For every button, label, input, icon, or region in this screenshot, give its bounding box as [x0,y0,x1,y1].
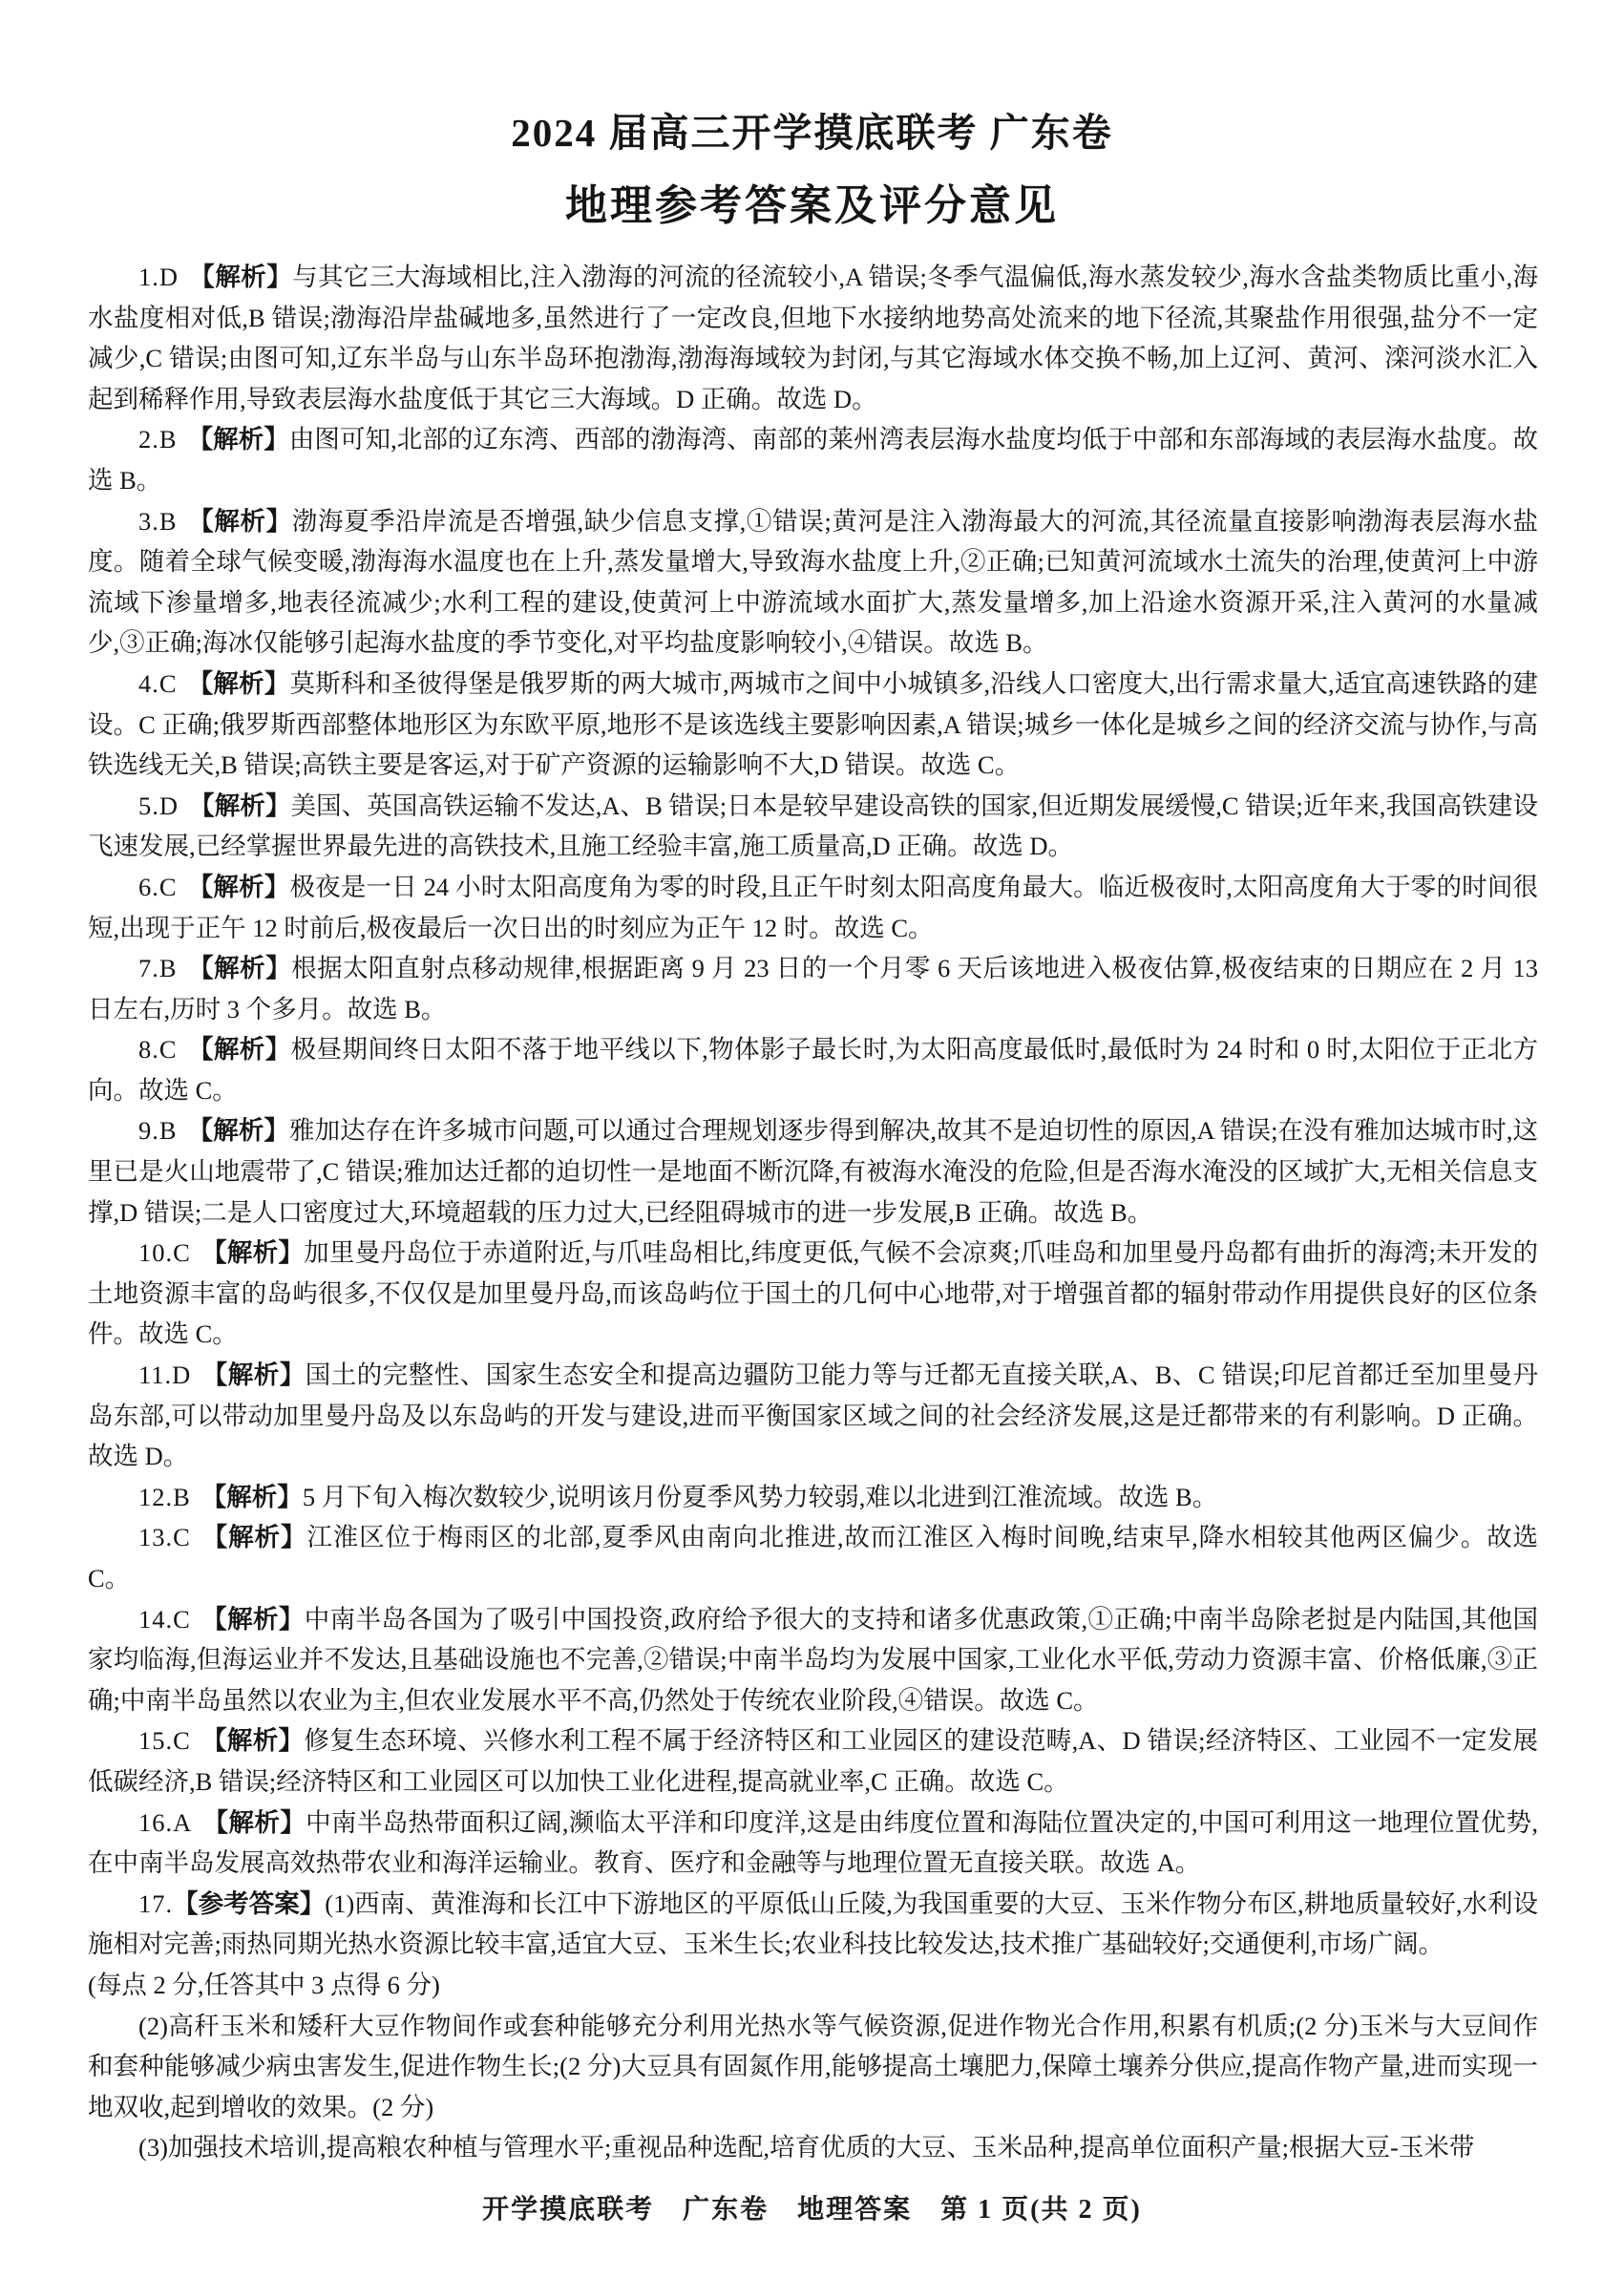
answer-text: 加里曼丹岛位于赤道附近,与爪哇岛相比,纬度更低,气候不会凉爽;爪哇岛和加里曼丹岛都有曲折的海湾;未开发的土地资源丰富的岛屿很多,不仅仅是加里曼丹岛,而该岛屿位于国土的几何中心地带,对于增强首都的辐射带动作用提供良好的区位条件。故选 C。 [88,1238,1538,1349]
answer-number: 16.A [138,1807,193,1837]
answer-paragraph [88,664,1538,786]
answer-text: 莫斯科和圣彼得堡是俄罗斯的两大城市,两城市之间中小城镇多,沿线人口密度大,出行需求量大,适宜高速铁路的建设。C 正确;俄罗斯西部整体地形区为东欧平原,地形不是该选线主要影响因素,A 错误;城乡一体化是城乡之间的经济交流与协作,与高铁选线无关,B 错误;高铁主要是客运,对于矿产资源的运输影响不大,D 错误。故选 C。 [88,668,1539,780]
answer-paragraph [88,1803,1538,1884]
answer-paragraph [88,1355,1538,1477]
answer-number: 7.B [138,954,178,983]
answer-paragraph [88,1477,1538,1518]
answer-paragraph [88,1110,1538,1233]
answer-text: 江淮区位于梅雨区的北部,夏季风由南向北推进,故而江淮区入梅时间晚,结束早,降水相较其他两区偏少。故选 C。 [88,1523,1539,1592]
answer-text: (1)西南、黄淮海和长江中下游地区的平原低山丘陵,为我国重要的大豆、玉米作物分布区,耕地质量较好,水利设施相对完善;雨热同期光热水资源比较丰富,适宜大豆、玉米生长;农业科技比较发达,技术推广基础较好;交通便利,市场广阔。 [88,1888,1538,1959]
section-tag: 【解析】 [200,1726,305,1756]
answer-paragraph [88,1884,1538,1965]
answer-text: 5 月下旬入梅次数较少,说明该月份夏季风势力较弱,难以北进到江淮流域。故选 B。 [302,1482,1218,1511]
answer-number: 2.B [138,425,178,454]
section-tag: 【解析】 [200,1523,307,1552]
answer-number: 14.C [138,1604,191,1634]
section-tag: 【解析】 [187,425,289,454]
answer-number: 10.C [138,1238,191,1268]
answer-text: 雅加达存在许多城市问题,可以通过合理规划逐步得到解决,故其不是迫切性的原因,A 错误;在没有雅加达城市时,这里已是火山地震带了,C 错误;雅加达迁都的迫切性一是地面不断沉降,有被海水淹没的危险,但是否海水淹没的区域扩大,无相关信息支撑,D 错误;二是人口密度过大,环境超载的压力过大,已经阻碍城市的进一步发展,B 正确。故选 B。 [88,1116,1539,1227]
answer-number: 6.C [138,872,178,901]
section-tag: 【解析】 [187,954,292,983]
answer-text: 国土的完整性、国家生态安全和提高边疆防卫能力等与迁都无直接关联,A、B、C 错误;印尼首都迁至加里曼丹岛东部,可以带动加里曼丹岛及以东岛屿的开发与建设,进而平衡国家区域之间的社会经济发展,这是迁都带来的有利影响。D 正确。故选 D。 [88,1360,1538,1471]
page-footer: 开学摸底联考 广东卷 地理答案 第 1 页(共 2 页) [482,2195,1142,2225]
answer-number: 9.B [138,1116,178,1146]
answer-text: (2)高秆玉米和矮秆大豆作物间作或套种能够充分利用光热水等气候资源,促进作物光合作用,积累有机质;(2 分)玉米与大豆间作和套种能够减少病虫害发生,促进作物生长;(2 分)大豆具有固氮作用,能够提高土壤肥力,保障土壤养分供应,提高作物产量,进而实现一地双收,起到增收的效果。(2 分) [88,2011,1538,2121]
section-tag: 【参考答案】 [173,1888,326,1918]
answer-number: 15.C [138,1726,191,1756]
section-tag: 【解析】 [189,263,293,291]
answer-text: 渤海夏季沿岸流是否增强,缺少信息支撑,①错误;黄河是注入渤海最大的河流,其径流量直接影响渤海表层海水盐度。随着全球气候变暖,渤海海水温度也在上升,蒸发量增大,导致海水盐度上升,②正确;已知黄河流域水土流失的治理,使黄河上中游流域下渗量增多,地表径流减少;水利工程的建设,使黄河上中游流域水面扩大,蒸发量增多,加上沿途水资源开采,注入黄河的水量减少,③正确;海冰仅能够引起海水盐度的季节变化,对平均盐度影响较小,④错误。故选 B。 [88,506,1538,658]
answer-number: 5.D [138,791,179,820]
answer-text: 与其它三大海域相比,注入渤海的河流的径流较小,A 错误;冬季气温偏低,海水蒸发较少,海水含盐类物质比重小,海水盐度相对低,B 错误;渤海沿岸盐碱地多,虽然进行了一定改良,但地下水接纳地势高处流来的地下径流,其聚盐作用很强,盐分不一定减少,C 错误;由图可知,辽东半岛与山东半岛环抱渤海,渤海海域较为封闭,与其它海域水体交换不畅,加上辽河、黄河、滦河淡水汇入起到稀释作用,导致表层海水盐度低于其它三大海域。D 正确。故选 D。 [88,263,1538,413]
answer-number: 4.C [138,668,178,698]
section-tag: 【解析】 [187,668,290,698]
answer-text: 美国、英国高铁运输不发达,A、B 错误;日本是较早建设高铁的国家,但近期发展缓慢,C 错误;近年来,我国高铁建设飞速发展,已经掌握世界最先进的高铁技术,且施工经验丰富,施工质量高,D 正确。故选 D。 [88,791,1539,861]
answer-number: 13.C [138,1523,191,1552]
answer-number: 17. [138,1888,174,1918]
answer-text: (每点 2 分,任答其中 3 点得 6 分) [88,1970,440,1999]
answers-body [88,257,1538,2168]
section-tag: 【解析】 [187,1116,289,1146]
answer-paragraph [88,1720,1538,1802]
answer-number: 11.D [138,1360,192,1390]
answer-paragraph [88,2127,1538,2168]
answer-paragraph [88,1029,1538,1110]
answer-text: 中南半岛热带面积辽阔,濒临太平洋和印度洋,这是由纬度位置和海陆位置决定的,中国可利用这一地理位置优势,在中南半岛发展高效热带农业和海洋运输业。教育、医疗和金融等与地理位置无直接关联。故选 A。 [88,1807,1539,1878]
answer-text: 修复生态环境、兴修水利工程不属于经济特区和工业园区的建设范畴,A、D 错误;经济特区、工业园不一定发展低碳经济,B 错误;经济特区和工业园区可以加快工业化进程,提高就业率,C 正确。故选 C。 [88,1726,1539,1796]
section-tag: 【解析】 [200,1604,305,1634]
section-tag: 【解析】 [187,872,290,901]
answer-text: 中南半岛各国为了吸引中国投资,政府给予很大的支持和诸多优惠政策,①正确;中南半岛除老挝是内陆国,其他国家均临海,但海运业并不发达,且基础设施也不完善,②错误;中南半岛均为发展中国家,工业化水平低,劳动力资源丰富、价格低廉,③正确;中南半岛虽然以农业为主,但农业发展水平不高,仍然处于传统农业阶段,④错误。故选 C。 [88,1604,1538,1715]
section-tag: 【解析】 [187,506,292,536]
answer-number: 12.B [138,1482,191,1511]
answer-text: 根据太阳直射点移动规律,根据距离 9 月 23 日的一个月零 6 天后该地进入极夜估算,极夜结束的日期应在 2 月 13 日左右,历时 3 个多月。故选 B。 [88,954,1539,1023]
answer-paragraph [88,1233,1538,1355]
answer-paragraph [88,786,1538,867]
section-tag: 【解析】 [201,1360,306,1390]
section-tag: 【解析】 [202,1807,306,1837]
answer-paragraph [88,1965,1538,2006]
answer-number: 3.B [138,506,178,536]
answer-paragraph [88,867,1538,948]
answer-text: 极昼期间终日太阳不落于地平线以下,物体影子最长时,为太阳高度最低时,最低时为 24 时和 0 时,太阳位于正北方向。故选 C。 [88,1035,1539,1105]
answer-paragraph [88,419,1538,500]
answer-paragraph [88,1599,1538,1721]
answer-text: 极夜是一日 24 小时太阳高度角为零的时段,且正午时刻太阳高度角最大。临近极夜时,太阳高度角大于零的时间很短,出现于正午 12 时前后,极夜最后一次日出的时刻应为正午 12 时。故选 C。 [88,872,1539,942]
answer-paragraph [88,501,1538,664]
answer-paragraph [88,1517,1538,1598]
answer-paragraph [88,257,1538,419]
answer-paragraph [88,2006,1538,2128]
answer-text: 由图可知,北部的辽东湾、西部的渤海湾、南部的莱州湾表层海水盐度均低于中部和东部海域的表层海水盐度。故选 B。 [88,425,1539,495]
answer-number: 1.D [138,263,179,291]
section-tag: 【解析】 [200,1482,303,1511]
answer-number: 8.C [138,1035,178,1065]
header [0,0,1624,232]
answer-paragraph [88,948,1538,1029]
section-tag: 【解析】 [200,1238,305,1268]
section-tag: 【解析】 [189,791,291,820]
page-title: 2024 届高三开学摸底联考 广东卷 [511,111,1113,155]
page-subtitle: 地理参考答案及评分意见 [565,182,1059,229]
section-tag: 【解析】 [187,1035,291,1065]
answer-text: (3)加强技术培训,提高粮农种植与管理水平;重视品种选配,培育优质的大豆、玉米品种,提高单位面积产量;根据大豆-玉米带 [138,2133,1475,2162]
